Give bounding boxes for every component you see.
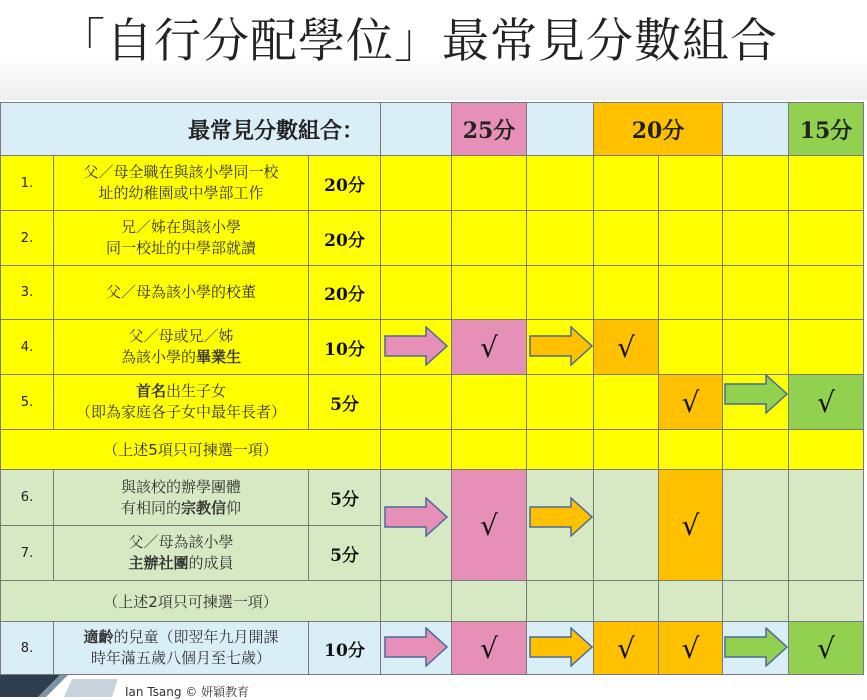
row-points: 10分 (308, 319, 381, 375)
check-mark: √ (681, 385, 700, 419)
check-mark: √ (817, 631, 835, 665)
grid-cell (722, 155, 789, 211)
grid-cell (722, 319, 789, 375)
grid-cell (658, 319, 723, 375)
row-points: 20分 (308, 155, 381, 211)
row-number: 8. (0, 621, 54, 675)
grid-cell (658, 265, 723, 320)
grid-cell (593, 155, 659, 211)
grid-cell (380, 374, 452, 430)
row-number: 6. (0, 469, 54, 526)
header-cell (526, 102, 594, 156)
grid-cell (380, 429, 452, 470)
grid-cell (526, 580, 594, 622)
header-25-points: 25分 (462, 117, 516, 144)
row-description: 首名出生子女 （即為家庭各子女中最年長者） (53, 374, 309, 430)
row-points: 5分 (308, 525, 381, 581)
header-cell (722, 102, 789, 156)
check-mark: √ (480, 508, 498, 542)
grid-cell (722, 265, 789, 320)
note-choose-one-of-5: （上述5項只可揀選一項） (0, 429, 381, 470)
grid-cell (451, 265, 527, 320)
title-area (0, 0, 867, 100)
grid-cell (526, 265, 594, 320)
grid-cell (593, 580, 659, 622)
check-cell-20 (593, 319, 659, 375)
grid-cell (658, 580, 723, 622)
header-15-cell (788, 102, 864, 156)
pink-arrow-icon (384, 627, 448, 667)
grid-cell (380, 265, 452, 320)
grid-cell (451, 155, 527, 211)
row-points: 5分 (308, 469, 381, 526)
grid-cell (380, 580, 452, 622)
row-points: 5分 (308, 374, 381, 430)
grid-cell (526, 374, 594, 430)
grid-cell (451, 210, 527, 266)
check-mark: √ (480, 330, 498, 364)
grid-cell (658, 429, 723, 470)
grid-cell (526, 155, 594, 211)
header-label-cell (0, 102, 381, 156)
grid-cell (722, 210, 789, 266)
grid-cell (788, 429, 864, 470)
check-mark: √ (617, 631, 635, 665)
check-cell-15 (788, 621, 864, 675)
check-mark: √ (817, 385, 835, 419)
header-15-points: 15分 (799, 117, 853, 144)
row-description: 父／母或兄／姊 為該小學的畢業生 (53, 319, 309, 375)
header-25-cell (451, 102, 527, 156)
row-description: 父／母為該小學 主辦社團的成員 (53, 525, 309, 581)
grid-cell (788, 265, 864, 320)
check-cell-20 (658, 469, 723, 581)
grid-cell (788, 210, 864, 266)
grid-cell (722, 580, 789, 622)
grid-cell (593, 210, 659, 266)
header-20-points: 20分 (631, 117, 685, 144)
check-cell-25 (451, 319, 527, 375)
grid-cell (788, 580, 864, 622)
row-number: 5. (0, 374, 54, 430)
row-description: 父／母全職在與該小學同一校 址的幼稚園或中學部工作 (53, 155, 309, 211)
row-number: 1. (0, 155, 54, 211)
row-points: 10分 (308, 621, 381, 675)
grid-cell (593, 265, 659, 320)
grid-cell (451, 580, 527, 622)
check-mark: √ (617, 330, 635, 364)
grid-cell (658, 210, 723, 266)
pink-arrow-icon (384, 326, 448, 366)
grid-cell (380, 210, 452, 266)
check-cell-25 (451, 469, 527, 581)
grid-cell (593, 469, 659, 581)
row-description: 父／母為該小學的校董 (53, 265, 309, 320)
grid-cell (526, 429, 594, 470)
page-title: 「自行分配學位」最常見分數組合 (58, 14, 778, 69)
check-cell-25 (451, 621, 527, 675)
check-mark: √ (681, 631, 700, 665)
check-cell-20 (658, 621, 723, 675)
row-description: 適齡的兒童（即翌年九月開課 時年滿五歲八個月至七歲） (53, 621, 309, 675)
pink-arrow-icon (384, 497, 448, 537)
row-points: 20分 (308, 265, 381, 320)
check-mark: √ (480, 631, 498, 665)
grid-cell (788, 469, 864, 581)
orange-arrow-icon (529, 497, 593, 537)
check-cell-20 (658, 374, 723, 430)
check-mark: √ (681, 508, 700, 542)
header-cell (380, 102, 452, 156)
row-number: 3. (0, 265, 54, 320)
grid-cell (788, 155, 864, 211)
grid-cell (451, 429, 527, 470)
grid-cell (593, 429, 659, 470)
grid-cell (380, 155, 452, 211)
row-number: 4. (0, 319, 54, 375)
grid-cell (593, 374, 659, 430)
orange-arrow-icon (529, 326, 593, 366)
check-cell-20 (593, 621, 659, 675)
header-20-cell (593, 102, 723, 156)
row-description: 兄／姊在與該小學 同一校址的中學部就讀 (53, 210, 309, 266)
grid-cell (526, 210, 594, 266)
header-label: 最常見分數組合： (187, 118, 364, 144)
grid-cell (788, 319, 864, 375)
grid-cell (451, 374, 527, 430)
check-cell-15 (788, 374, 864, 430)
grid-cell (722, 469, 789, 581)
footer-decoration-icon (0, 675, 120, 697)
orange-arrow-icon (529, 627, 593, 667)
green-arrow-icon (724, 374, 788, 414)
row-number: 7. (0, 525, 54, 581)
row-description: 與該校的辦學團體 有相同的宗教信仰 (53, 469, 309, 526)
green-arrow-icon (724, 627, 788, 667)
note-choose-one-of-2: （上述2項只可揀選一項） (0, 580, 381, 622)
grid-cell (658, 155, 723, 211)
footer-credit: Ian Tsang © 妍穎教育 (125, 685, 250, 699)
row-number: 2. (0, 210, 54, 266)
grid-cell (722, 429, 789, 470)
row-points: 20分 (308, 210, 381, 266)
